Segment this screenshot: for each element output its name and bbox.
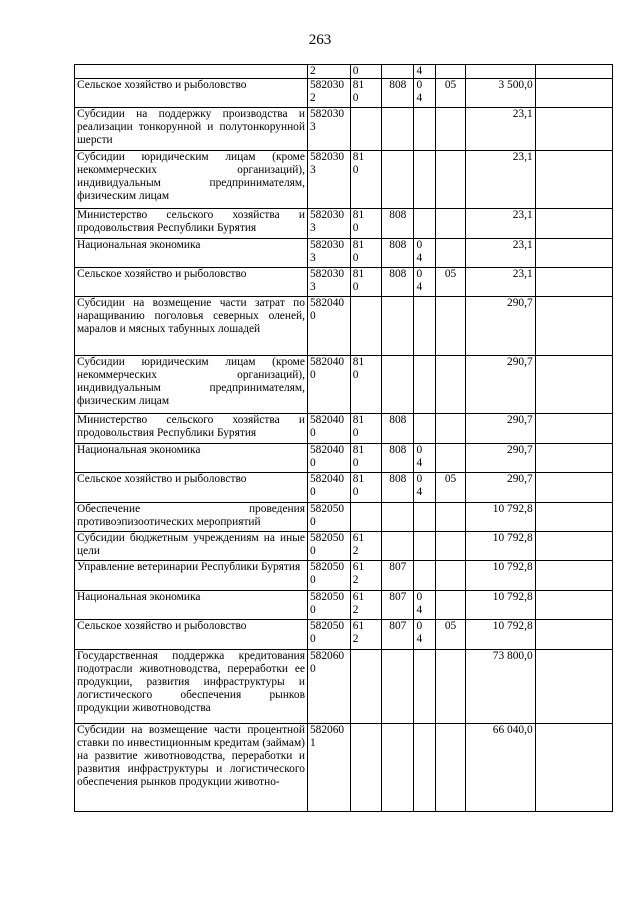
cell-target-article: 582030 3	[307, 239, 350, 268]
cell-amount: 66 040,0	[465, 724, 535, 812]
cell-empty	[535, 620, 612, 650]
table-row	[75, 414, 613, 444]
cell-amount: 23,1	[465, 268, 535, 297]
cell-section: 0 4	[414, 620, 436, 650]
cell-amount: 290,7	[465, 297, 535, 356]
table-row	[75, 532, 613, 561]
cell-administrator: 808	[382, 414, 414, 444]
cell-target-article: 582050 0	[307, 591, 350, 620]
cell-subsection: 05	[436, 473, 465, 503]
cell-subsection	[436, 65, 465, 79]
cell-target-article: 582040 0	[307, 414, 350, 444]
page-number: 263	[308, 32, 332, 48]
cell-name: Субсидии на поддержку производства и реализации тонкорунной и полутонкорунной шерсти	[75, 108, 308, 151]
cell-amount: 73 800,0	[465, 650, 535, 724]
cell-empty	[535, 65, 612, 79]
cell-section: 0 4	[414, 473, 436, 503]
cell-target-article: 582030 3	[307, 268, 350, 297]
cell-empty	[535, 532, 612, 561]
cell-administrator: 807	[382, 620, 414, 650]
cell-name: Управление ветеринарии Республики Бурятия	[75, 561, 308, 591]
cell-amount: 10 792,8	[465, 532, 535, 561]
cell-name: Субсидии юридическим лицам (кроме некоммерческих организаций), индивидуальным предпринимателям, физическим лицам	[75, 151, 308, 209]
cell-subsection	[436, 209, 465, 239]
cell-administrator: 808	[382, 473, 414, 503]
table-row	[75, 650, 613, 724]
cell-subsection	[436, 151, 465, 209]
cell-target-article: 582050 0	[307, 561, 350, 591]
cell-administrator: 808	[382, 268, 414, 297]
cell-amount: 10 792,8	[465, 620, 535, 650]
cell-amount	[465, 65, 535, 79]
cell-target-article: 582030 3	[307, 151, 350, 209]
cell-expense-type: 61 2	[350, 591, 381, 620]
cell-administrator	[382, 503, 414, 532]
cell-name: Национальная экономика	[75, 591, 308, 620]
cell-subsection	[436, 239, 465, 268]
cell-name: Министерство сельского хозяйства и продовольствия Республики Бурятия	[75, 414, 308, 444]
cell-target-article: 582060 0	[307, 650, 350, 724]
cell-name: Сельское хозяйство и рыболовство	[75, 79, 308, 108]
cell-administrator	[382, 650, 414, 724]
cell-target-article: 582050 0	[307, 620, 350, 650]
cell-name: Сельское хозяйство и рыболовство	[75, 473, 308, 503]
table-row	[75, 268, 613, 297]
cell-subsection	[436, 356, 465, 414]
cell-subsection: 05	[436, 620, 465, 650]
cell-section	[414, 297, 436, 356]
cell-subsection	[436, 532, 465, 561]
cell-empty	[535, 151, 612, 209]
cell-name: Субсидии юридическим лицам (кроме некоммерческих организаций), индивидуальным предпринимателям, физическим лицам	[75, 356, 308, 414]
cell-amount: 23,1	[465, 108, 535, 151]
cell-section	[414, 108, 436, 151]
cell-administrator: 808	[382, 444, 414, 473]
cell-expense-type: 81 0	[350, 239, 381, 268]
cell-amount: 3 500,0	[465, 79, 535, 108]
cell-empty	[535, 79, 612, 108]
table-row	[75, 79, 613, 108]
cell-expense-type: 61 2	[350, 532, 381, 561]
cell-administrator: 808	[382, 79, 414, 108]
cell-subsection: 05	[436, 268, 465, 297]
cell-administrator	[382, 108, 414, 151]
cell-amount: 10 792,8	[465, 561, 535, 591]
cell-name	[75, 65, 308, 79]
cell-name: Государственная поддержка кредитования подотрасли животноводства, переработки ее продукции, развития инфраструктуры и логистического обеспечения рынков продукции животноводства	[75, 650, 308, 724]
cell-target-article: 582030 3	[307, 209, 350, 239]
cell-amount: 10 792,8	[465, 503, 535, 532]
cell-expense-type	[350, 297, 381, 356]
cell-section	[414, 414, 436, 444]
cell-name: Министерство сельского хозяйства и продовольствия Республики Бурятия	[75, 209, 308, 239]
cell-administrator: 807	[382, 561, 414, 591]
cell-empty	[535, 724, 612, 812]
table-row	[75, 297, 613, 356]
cell-name: Сельское хозяйство и рыболовство	[75, 268, 308, 297]
cell-administrator	[382, 65, 414, 79]
cell-name: Сельское хозяйство и рыболовство	[75, 620, 308, 650]
cell-target-article: 582050 0	[307, 503, 350, 532]
cell-empty	[535, 444, 612, 473]
table-row	[75, 356, 613, 414]
cell-target-article: 2	[307, 65, 350, 79]
table-row	[75, 503, 613, 532]
cell-administrator: 807	[382, 591, 414, 620]
cell-name: Субсидии на возмещение части процентной ставки по инвестиционным кредитам (займам) на развитие животноводства, переработки и развития инфраструктуры и логистического обеспечения рынков продукции животно-	[75, 724, 308, 812]
cell-administrator	[382, 297, 414, 356]
cell-subsection	[436, 724, 465, 812]
cell-empty	[535, 414, 612, 444]
cell-administrator	[382, 724, 414, 812]
cell-target-article: 582040 0	[307, 444, 350, 473]
cell-subsection	[436, 444, 465, 473]
cell-subsection	[436, 414, 465, 444]
cell-subsection	[436, 503, 465, 532]
cell-name: Обеспечение проведения противоэпизоотических мероприятий	[75, 503, 308, 532]
cell-expense-type: 81 0	[350, 209, 381, 239]
cell-empty	[535, 297, 612, 356]
cell-section: 0 4	[414, 591, 436, 620]
cell-administrator: 808	[382, 209, 414, 239]
cell-expense-type: 81 0	[350, 151, 381, 209]
cell-target-article: 582050 0	[307, 532, 350, 561]
cell-amount: 10 792,8	[465, 591, 535, 620]
budget-table	[74, 64, 613, 812]
table-body	[75, 65, 613, 812]
cell-section: 0 4	[414, 268, 436, 297]
cell-empty	[535, 356, 612, 414]
table-row	[75, 239, 613, 268]
cell-amount: 23,1	[465, 151, 535, 209]
cell-expense-type: 81 0	[350, 356, 381, 414]
cell-administrator	[382, 532, 414, 561]
cell-section	[414, 151, 436, 209]
table-row	[75, 108, 613, 151]
cell-expense-type: 81 0	[350, 79, 381, 108]
table-row	[75, 65, 613, 79]
cell-amount: 290,7	[465, 356, 535, 414]
cell-target-article: 582040 0	[307, 356, 350, 414]
cell-empty	[535, 209, 612, 239]
cell-section	[414, 532, 436, 561]
cell-section	[414, 561, 436, 591]
cell-target-article: 582060 1	[307, 724, 350, 812]
cell-expense-type: 81 0	[350, 268, 381, 297]
cell-amount: 290,7	[465, 473, 535, 503]
cell-expense-type: 81 0	[350, 473, 381, 503]
table-row	[75, 473, 613, 503]
cell-subsection	[436, 591, 465, 620]
cell-expense-type: 81 0	[350, 444, 381, 473]
cell-section: 0 4	[414, 444, 436, 473]
table-row	[75, 591, 613, 620]
cell-section	[414, 724, 436, 812]
cell-section	[414, 503, 436, 532]
cell-target-article: 582030 3	[307, 108, 350, 151]
cell-name: Субсидии бюджетным учреждениям на иные цели	[75, 532, 308, 561]
table-row	[75, 561, 613, 591]
cell-name: Национальная экономика	[75, 239, 308, 268]
cell-empty	[535, 268, 612, 297]
table-row	[75, 151, 613, 209]
cell-administrator	[382, 151, 414, 209]
cell-expense-type: 81 0	[350, 414, 381, 444]
cell-subsection	[436, 650, 465, 724]
cell-amount: 290,7	[465, 444, 535, 473]
table-row	[75, 724, 613, 812]
cell-target-article: 582040 0	[307, 297, 350, 356]
cell-expense-type: 61 2	[350, 620, 381, 650]
cell-expense-type	[350, 108, 381, 151]
cell-section	[414, 650, 436, 724]
cell-subsection: 05	[436, 79, 465, 108]
cell-empty	[535, 650, 612, 724]
cell-subsection	[436, 297, 465, 356]
cell-section: 0 4	[414, 79, 436, 108]
cell-section: 4	[414, 65, 436, 79]
cell-empty	[535, 503, 612, 532]
cell-expense-type: 61 2	[350, 561, 381, 591]
cell-target-article: 582040 0	[307, 473, 350, 503]
table-row	[75, 209, 613, 239]
cell-amount: 23,1	[465, 239, 535, 268]
cell-administrator: 808	[382, 239, 414, 268]
cell-empty	[535, 239, 612, 268]
cell-empty	[535, 591, 612, 620]
table-row	[75, 444, 613, 473]
cell-empty	[535, 108, 612, 151]
cell-empty	[535, 473, 612, 503]
cell-amount: 290,7	[465, 414, 535, 444]
cell-name: Национальная экономика	[75, 444, 308, 473]
cell-name: Субсидии на возмещение части затрат по наращиванию поголовья северных оленей, маралов и мясных табунных лошадей	[75, 297, 308, 356]
cell-expense-type	[350, 724, 381, 812]
cell-subsection	[436, 561, 465, 591]
cell-subsection	[436, 108, 465, 151]
cell-empty	[535, 561, 612, 591]
cell-section: 0 4	[414, 239, 436, 268]
cell-section	[414, 356, 436, 414]
cell-amount: 23,1	[465, 209, 535, 239]
table-row	[75, 620, 613, 650]
cell-administrator	[382, 356, 414, 414]
cell-expense-type	[350, 503, 381, 532]
cell-section	[414, 209, 436, 239]
cell-expense-type	[350, 650, 381, 724]
cell-target-article: 582030 2	[307, 79, 350, 108]
cell-expense-type: 0	[350, 65, 381, 79]
